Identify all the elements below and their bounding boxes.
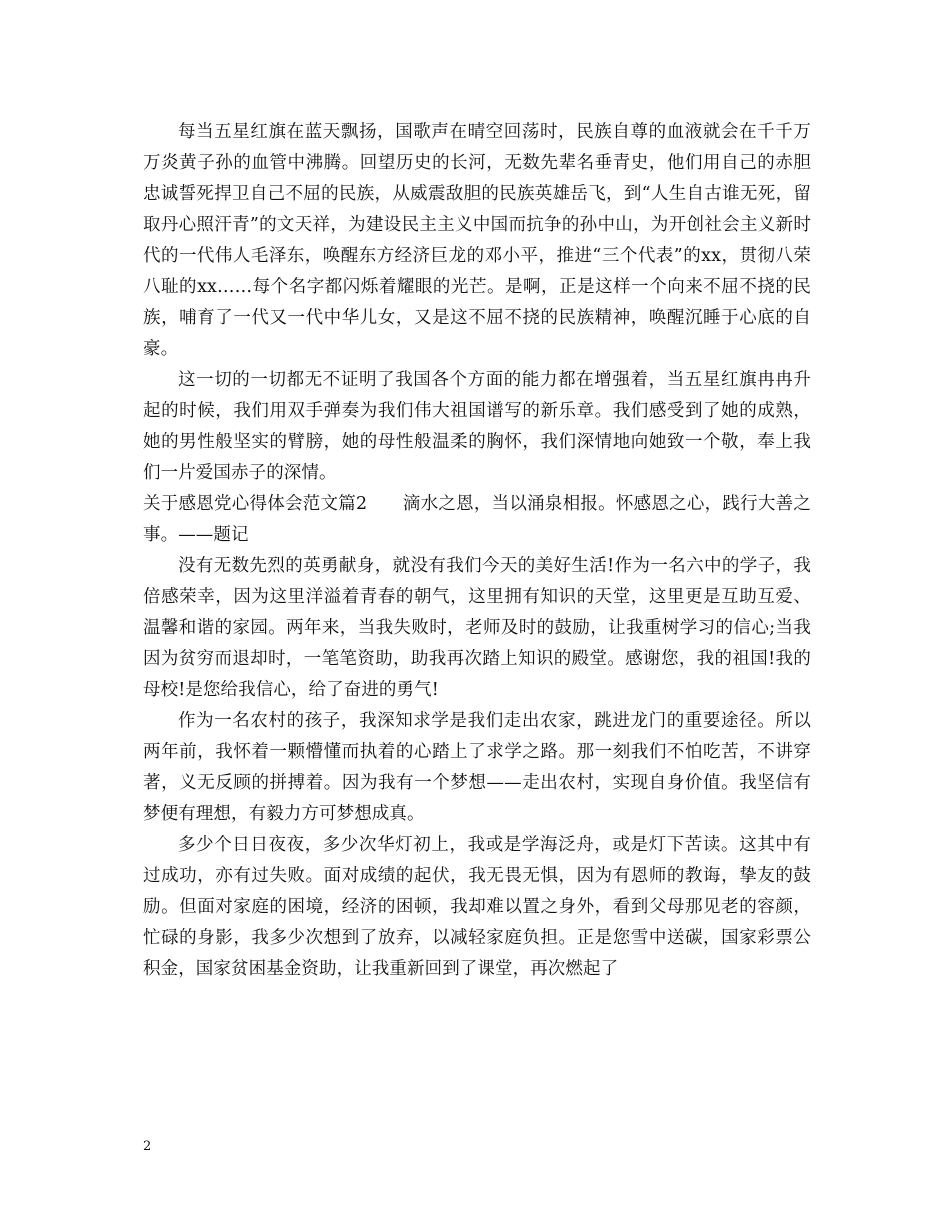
paragraph-martyrs: 没有无数先烈的英勇献身，就没有我们今天的美好生活!作为一名六中的学子，我倍感荣幸，因为这里洋溢着青春的朝气，这里拥有知识的天堂，这里更是互助互爱、温馨和谐的家园。两年来，当我失败时，老师及时的鼓励，让我重树学习的信心;当我因为贫穷而退却时，一笔笔资助，助我再次踏上知识的殿堂。感谢您，我的祖国!我的母校!是您给我信心，给了奋进的勇气!: [143, 556, 811, 700]
paragraph-days-and-nights: 多少个日日夜夜，多少次华灯初上，我或是学海泛舟，或是灯下苦读。这其中有过成功，亦有过失败。面对成绩的起伏，我无畏无惧，因为有恩师的教诲，挚友的鼓励。但面对家庭的困境，经济的困顿，我却难以置之身外，看到父母那见老的容颜，忙碌的身影，我多少次想到了放弃，以减轻家庭负担。正是您雪中送碳，国家彩票公积金，国家贫困基金资助，让我重新回到了课堂，再次燃起了: [143, 835, 811, 979]
body-text: [143, 117, 811, 985]
paragraph-flag-anthem: 每当五星红旗在蓝天飘扬，国歌声在晴空回荡时，民族自尊的血液就会在千千万万炎黄子孙的血管中沸腾。回望历史的长河，无数先辈名垂青史，他们用自己的赤胆忠诚誓死捍卫自己不屈的民族，从威震敌胆的民族英雄岳飞，到“人生自古谁无死，留取丹心照汗青”的文天祥，为建设民主主义中国而抗争的孙中山，为开创社会主义新时代的一代伟人毛泽东，唤醒东方经济巨龙的邓小平，推进“三个代表”的xx，贯彻八荣八耻的xx……每个名字都闪烁着耀眼的光芒。是啊，正是这样一个向来不屈不挠的民族，哺育了一代又一代中华儿女，又是这不屈不挠的民族精神，唤醒沉睡于心底的自豪。: [143, 122, 811, 359]
paragraph-rural-child: 作为一名农村的孩子，我深知求学是我们走出农家，跳进龙门的重要途径。所以两年前，我怀着一颗懵懂而执着的心踏上了求学之路。那一刻我们不怕吃苦，不讲穿著，义无反顾的拼搏着。因为我有一个梦想——走出农村，实现自身价值。我坚信有梦便有理想，有毅力方可梦想成真。: [143, 711, 811, 824]
page-number: 2: [143, 1139, 152, 1154]
section-heading: 关于感恩党心得体会范文篇2 滴水之恩，当以涌泉相报。怀感恩之心，践行大善之事。——题记: [143, 494, 811, 545]
paragraph-national-strength: 这一切的一切都无不证明了我国各个方面的能力都在增强着，当五星红旗冉冉升起的时候，我们用双手弹奏为我们伟大祖国谱写的新乐章。我们感受到了她的成熟，她的男性般坚实的臂膀，她的母性般温柔的胸怀，我们深情地向她致一个敬，奉上我们一片爱国赤子的深情。: [143, 370, 811, 483]
